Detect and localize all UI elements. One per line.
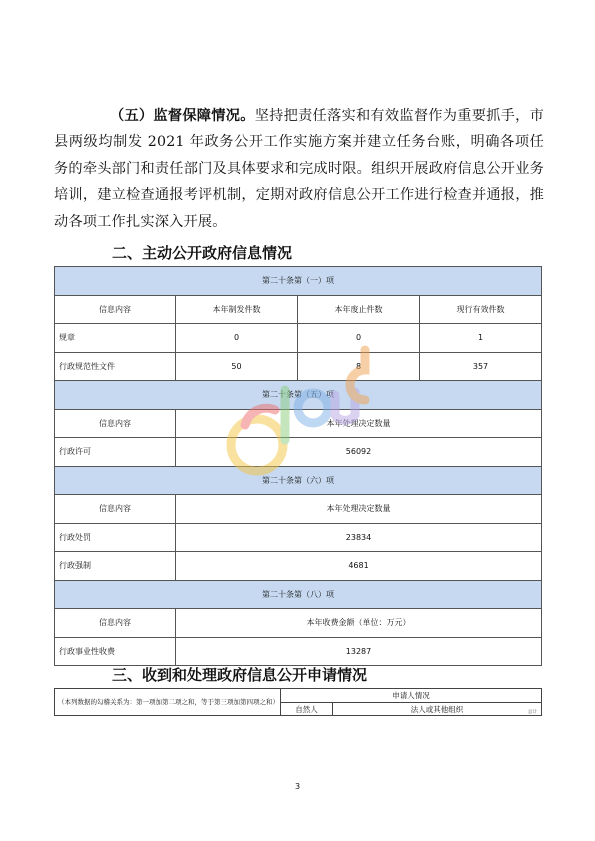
col-header-content: 信息内容 — [55, 495, 176, 524]
article-1-header-row — [55, 295, 542, 324]
article-8-band — [55, 580, 542, 609]
applicant-header: 申请人情况 — [281, 689, 542, 703]
total-marker: 总计 — [528, 710, 537, 715]
paragraph-lead: （五）监督保障情况。 — [110, 108, 255, 124]
article-1-label: 第二十条第（一）项 — [55, 267, 542, 296]
table-row — [55, 523, 542, 552]
article-5-label: 第二十条第（五）项 — [55, 381, 542, 410]
cell-value: 0 — [176, 324, 298, 353]
proactive-disclosure-table — [54, 266, 542, 666]
col-header-valid: 现行有效件数 — [420, 295, 542, 324]
col-header-content: 信息内容 — [55, 409, 176, 438]
col-header-content: 信息内容 — [55, 609, 176, 638]
cell-value: 23834 — [176, 523, 542, 552]
legal-entity-header — [333, 703, 542, 716]
legal-entity-label: 法人或其他组织 — [410, 704, 464, 714]
col-header-issued: 本年制发件数 — [176, 295, 298, 324]
row-label: 行政强制 — [55, 552, 176, 581]
article-8-label: 第二十条第（八）项 — [55, 580, 542, 609]
article-6-band — [55, 466, 542, 495]
cell-value: 8 — [298, 352, 420, 381]
paragraph-body: 坚持把责任落实和有效监督作为重要抓手，市县两级均制发 2021 年政务公开工作实施方案并建立任务台账，明确各项任务的牵头部门和责任部门及具体要求和完成时限。组织开展政府信息公开业务培训，建立检查通报考评机制，定期对政府信息公开工作进行检查并通报，推动各项工作扎实深入开展。 — [54, 108, 544, 230]
row-label: 规章 — [55, 324, 176, 353]
cell-value: 13287 — [176, 637, 542, 666]
table-row — [55, 324, 542, 353]
col-header-fee-amount: 本年收费金额（单位：万元） — [176, 609, 542, 638]
col-header-abolished: 本年废止件数 — [298, 295, 420, 324]
table-row — [55, 352, 542, 381]
cell-value: 1 — [420, 324, 542, 353]
cell-value: 56092 — [176, 438, 542, 467]
article-6-header-row — [55, 495, 542, 524]
article-1-band — [55, 267, 542, 296]
cell-value: 0 — [298, 324, 420, 353]
cell-value: 357 — [420, 352, 542, 381]
row-label: 行政事业性收费 — [55, 637, 176, 666]
section-3-title: 三、收到和处理政府信息公开申请情况 — [112, 666, 368, 684]
article-5-band — [55, 381, 542, 410]
col-header-decisions: 本年处理决定数量 — [176, 409, 542, 438]
row-label: 行政许可 — [55, 438, 176, 467]
section-2-title: 二、主动公开政府信息情况 — [112, 244, 293, 262]
cell-value: 50 — [176, 352, 298, 381]
natural-person-header: 自然人 — [281, 703, 333, 716]
row-label: 行政处罚 — [55, 523, 176, 552]
table-row — [55, 637, 542, 666]
article-6-label: 第二十条第（六）项 — [55, 466, 542, 495]
row-label: 行政规范性文件 — [55, 352, 176, 381]
article-8-header-row — [55, 609, 542, 638]
table-row — [55, 438, 542, 467]
column-relation-note: （本列数据的勾稽关系为：第一项加第二项之和，等于第三项加第四项之和） — [55, 689, 281, 716]
application-table — [54, 688, 542, 716]
article-5-header-row — [55, 409, 542, 438]
table-row — [55, 552, 542, 581]
cell-value: 4681 — [176, 552, 542, 581]
page-number: 3 — [294, 782, 301, 791]
col-header-content: 信息内容 — [55, 295, 176, 324]
col-header-decisions: 本年处理决定数量 — [176, 495, 542, 524]
supervision-paragraph — [54, 103, 544, 235]
